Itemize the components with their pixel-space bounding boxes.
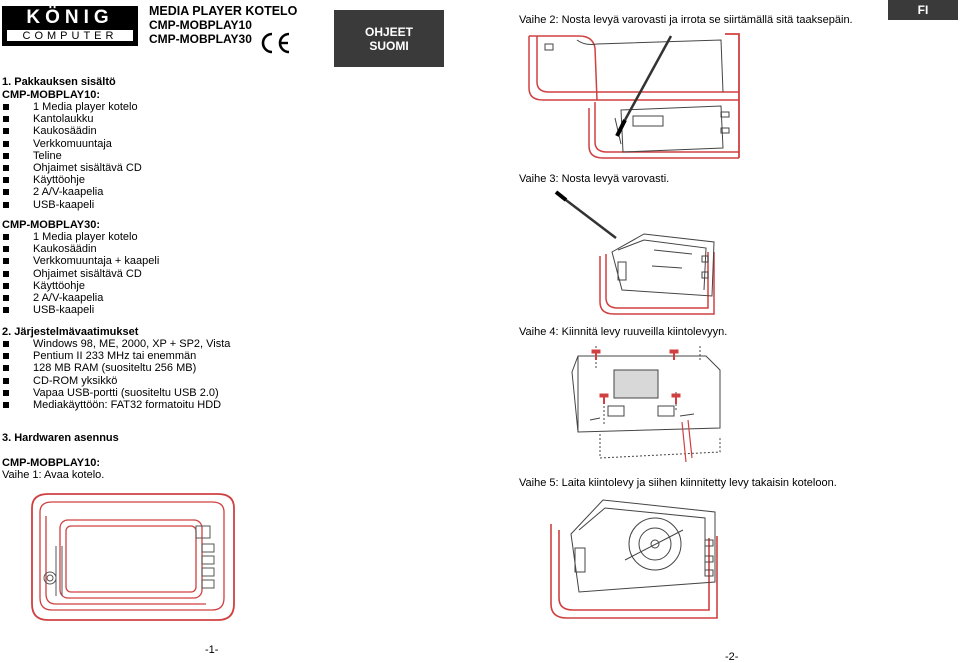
list-item: Verkkomuuntaja + kaapeli (2, 255, 159, 267)
page-number-right: -2- (725, 651, 739, 663)
logo-subtitle: COMPUTER (6, 29, 134, 42)
list-item: Käyttöohje (2, 280, 159, 292)
step4-text: Vaihe 4: Kiinnitä levy ruuveilla kiintolevyyn. (519, 326, 728, 338)
list-item: USB-kaapeli (2, 199, 142, 211)
list-item: Windows 98, ME, 2000, XP + SP2, Vista (2, 338, 230, 350)
section3-model: CMP-MOBPLAY10: (2, 457, 100, 469)
list-item: USB-kaapeli (2, 304, 159, 316)
language-tab: FI (888, 0, 958, 20)
step1-open-enclosure-illustration (26, 486, 240, 626)
ohjeet-label: OHJEET (364, 24, 413, 39)
step3-text: Vaihe 3: Nosta levyä varovasti. (519, 173, 670, 185)
list-item: CD-ROM yksikkö (2, 375, 230, 387)
page-number-left: -1- (205, 644, 219, 656)
mp10-label: CMP-MOBPLAY10: (2, 89, 100, 101)
list-item: Pentium II 233 MHz tai enemmän (2, 350, 230, 362)
list-item: 128 MB RAM (suositeltu 256 MB) (2, 362, 230, 374)
logo-wordmark: KÖNIG (26, 7, 114, 28)
step5-insert-disk-illustration (545, 490, 723, 626)
step2-remove-plate-illustration (525, 28, 761, 164)
model-1: CMP-MOBPLAY10 (149, 18, 252, 32)
model-2: CMP-MOBPLAY30 (149, 32, 252, 46)
konig-logo (2, 6, 138, 46)
list-item: Kaukosäädin (2, 125, 142, 137)
step3-lift-plate-illustration (552, 186, 720, 316)
list-item: Vapaa USB-portti (suositeltu USB 2.0) (2, 387, 230, 399)
list-item: Ohjaimet sisältävä CD (2, 162, 142, 174)
step2-text: Vaihe 2: Nosta levyä varovasti ja irrota se siirtämällä sitä taaksepäin. (519, 14, 853, 26)
step4-screw-plate-illustration (560, 340, 732, 466)
requirements-list (2, 338, 230, 411)
list-item: Mediakäyttöön: FAT32 formatoitu HDD (2, 399, 230, 411)
mp30-label: CMP-MOBPLAY30: (2, 219, 100, 231)
list-item: 2 A/V-kaapelia (2, 186, 142, 198)
section2-title: 2. Järjestelmävaatimukset (2, 326, 139, 338)
list-item: Ohjaimet sisältävä CD (2, 268, 159, 280)
ce-mark-icon (258, 31, 292, 55)
step5-text: Vaihe 5: Laita kiintolevy ja siihen kiinnitetty levy takaisin koteloon. (519, 477, 837, 489)
mp10-contents-list (2, 101, 142, 211)
suomi-label: SUOMI (369, 38, 409, 53)
list-item: Kantolaukku (2, 113, 142, 125)
list-item: 1 Media player kotelo (2, 101, 142, 113)
list-item: Teline (2, 150, 142, 162)
mp30-contents-list (2, 231, 159, 316)
list-item: 2 A/V-kaapelia (2, 292, 159, 304)
section3-title: 3. Hardwaren asennus (2, 432, 119, 444)
list-item: 1 Media player kotelo (2, 231, 159, 243)
list-item: Verkkomuuntaja (2, 138, 142, 150)
step1-text: Vaihe 1: Avaa kotelo. (2, 469, 105, 481)
product-title: MEDIA PLAYER KOTELO (149, 4, 298, 18)
list-item: Kaukosäädin (2, 243, 159, 255)
instructions-language-box (334, 10, 444, 67)
list-item: Käyttöohje (2, 174, 142, 186)
section1-title: 1. Pakkauksen sisältö (2, 76, 116, 88)
